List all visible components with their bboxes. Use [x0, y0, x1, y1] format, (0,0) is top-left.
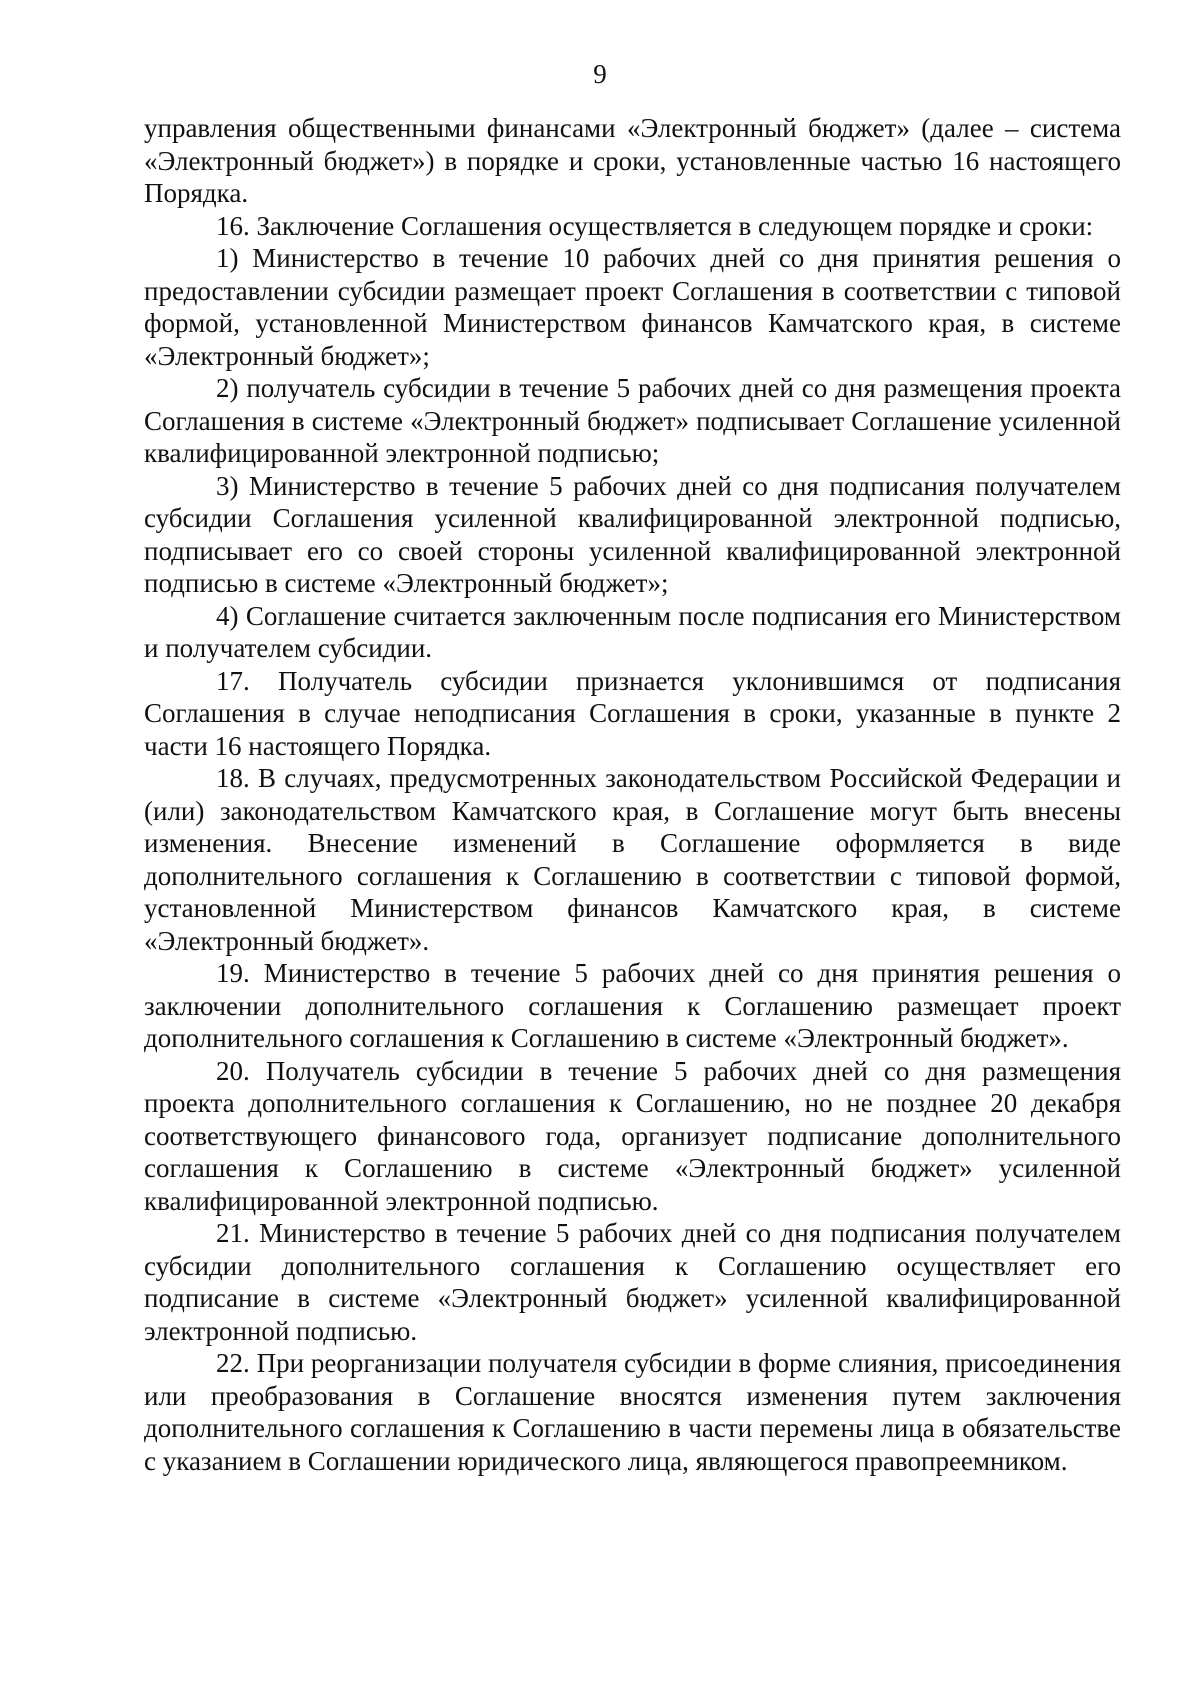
paragraph-16-item-2: 2) получатель субсидии в течение 5 рабочих дней со дня размещения проекта Соглашения в системе «Электронный бюджет» подписывает Соглашение усиленной квалифицированной электронной подписью; [144, 373, 1121, 468]
paragraph-18: 18. В случаях, предусмотренных законодательством Российской Федерации и (или) законодательством Камчатского края, в Соглашение могут быть внесены изменения. Внесение изменений в Соглашение оформляется в виде дополнительного соглашения к Соглашению в соответствии с типовой формой, установленной Министерством финансов Камчатского края, в системе «Электронный бюджет». [144, 763, 1121, 956]
paragraph-22: 22. При реорганизации получателя субсидии в форме слияния, присоединения или преобразования в Соглашение вносятся изменения путем заключения дополнительного соглашения к Соглашению в части перемены лица в обязательстве с указанием в Соглашении юридического лица, являющегося правопреемником. [144, 1348, 1121, 1476]
paragraph-16-item-3: 3) Министерство в течение 5 рабочих дней со дня подписания получателем субсидии Соглашения усиленной квалифицированной электронной подписью, подписывает его со своей стороны усиленной квалифицированной электронной подписью в системе «Электронный бюджет»; [144, 470, 1121, 598]
page-number: 9 [593, 59, 607, 89]
paragraph-19: 19. Министерство в течение 5 рабочих дней со дня принятия решения о заключении дополнительного соглашения к Соглашению размещает проект дополнительного соглашения к Соглашению в системе «Электронный бюджет». [144, 958, 1121, 1053]
paragraph-16: 16. Заключение Соглашения осуществляется в следующем порядке и сроки: [216, 210, 1094, 241]
paragraph-16-item-1: 1) Министерство в течение 10 рабочих дней со дня принятия решения о предоставлении субсидии размещает проект Соглашения в соответствии с типовой формой, установленной Министерством финансов Камчатского края, в системе «Электронный бюджет»; [144, 243, 1121, 371]
paragraph-continuation: управления общественными финансами «Электронный бюджет» (далее – система «Электронный бюджет») в порядке и сроки, установленные частью 16 настоящего Порядка. [144, 113, 1121, 208]
paragraph-17: 17. Получатель субсидии признается уклонившимся от подписания Соглашения в случае неподписания Соглашения в сроки, указанные в пункте 2 части 16 настоящего Порядка. [144, 665, 1121, 761]
paragraph-16-item-4: 4) Соглашение считается заключенным после подписания его Министерством и получателем субсидии. [144, 600, 1121, 663]
paragraph-20: 20. Получатель субсидии в течение 5 рабочих дней со дня размещения проекта дополнительного соглашения к Соглашению, но не позднее 20 декабря соответствующего финансового года, организует подписание дополнительного соглашения к Соглашению в системе «Электронный бюджет» усиленной квалифицированной электронной подписью. [144, 1055, 1121, 1216]
document-body [144, 112, 1121, 1477]
paragraph-21: 21. Министерство в течение 5 рабочих дней со дня подписания получателем субсидии дополнительного соглашения к Соглашению осуществляет его подписание в системе «Электронный бюджет» усиленной квалифицированной электронной подписью. [144, 1218, 1121, 1346]
